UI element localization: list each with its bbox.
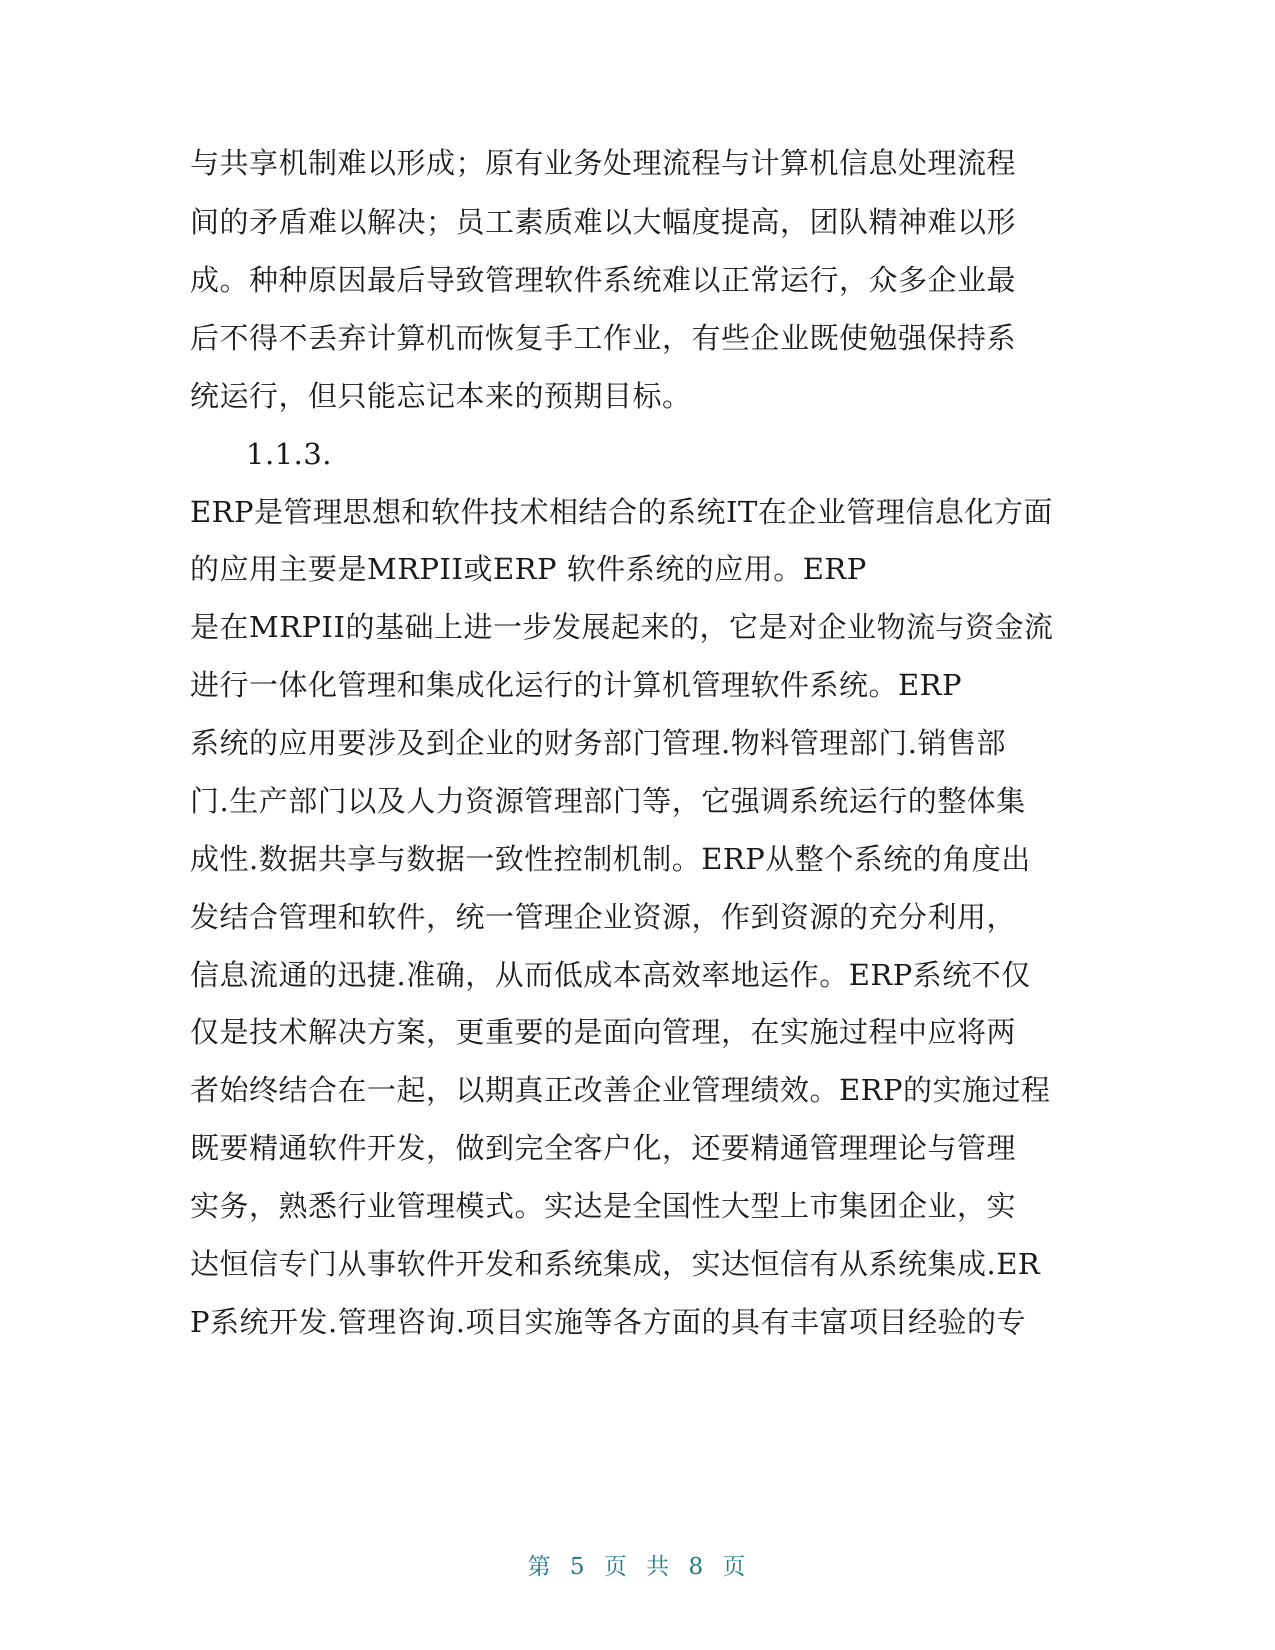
text-line: 成。种种原因最后导致管理软件系统难以正常运行，众多企业最 — [190, 263, 1017, 297]
text-line: 既要精通软件开发，做到完全客户化，还要精通管理理论与管理 — [190, 1131, 1017, 1165]
footer-page-number: 5 — [569, 1554, 587, 1580]
footer-total-pages: 8 — [688, 1554, 706, 1580]
text-line: 实务，熟悉行业管理模式。实达是全国性大型上市集团企业，实 — [190, 1189, 1017, 1223]
text-line: 的应用主要是MRPII或ERP 软件系统的应用。ERP — [190, 552, 867, 586]
text-line: 仅是技术解决方案，更重要的是面向管理，在实施过程中应将两 — [190, 1015, 1017, 1049]
text-line: 进行一体化管理和集成化运行的计算机管理软件系统。ERP — [190, 668, 963, 702]
text-line: 发结合管理和软件，统一管理企业资源，作到资源的充分利用， — [190, 900, 1017, 934]
page-footer — [0, 1548, 1275, 1581]
text-line: 门.生产部门以及人力资源管理部门等，它强调系统运行的整体集 — [190, 784, 1026, 818]
text-line: 系统的应用要涉及到企业的财务部门管理.物料管理部门.销售部 — [190, 726, 1006, 760]
text-line: 间的矛盾难以解决；员工素质难以大幅度提高，团队精神难以形 — [190, 205, 1017, 239]
text-line: 者始终结合在一起，以期真正改善企业管理绩效。ERP的实施过程 — [190, 1073, 1051, 1107]
text-line: 后不得不丢弃计算机而恢复手工作业，有些企业既使勉强保持系 — [190, 321, 1017, 355]
text-line: 成性.数据共享与数据一致性控制机制。ERP从整个系统的角度出 — [190, 842, 1031, 876]
text-line: 信息流通的迅捷.准确，从而低成本高效率地运作。ERP系统不仅 — [190, 958, 1031, 992]
text-line: 是在MRPII的基础上进一步发展起来的，它是对企业物流与资金流 — [190, 610, 1054, 644]
footer-ye: 页 — [722, 1554, 748, 1580]
footer-di: 第 — [527, 1554, 553, 1580]
text-line: 与共享机制难以形成；原有业务处理流程与计算机信息处理流程 — [190, 146, 1017, 180]
text-line: 达恒信专门从事软件开发和系统集成，实达恒信有从系统集成.ER — [190, 1247, 1041, 1281]
footer-ye: 页 — [603, 1554, 629, 1580]
text-line: ERP是管理思想和软件技术相结合的系统IT在企业管理信息化方面 — [190, 495, 1053, 529]
text-line: 统运行，但只能忘记本来的预期目标。 — [190, 379, 692, 413]
footer-gong: 共 — [646, 1554, 672, 1580]
text-line: P系统开发.管理咨询.项目实施等各方面的具有丰富项目经验的专 — [190, 1305, 1026, 1339]
section-number: 1.1.3. — [246, 437, 333, 471]
